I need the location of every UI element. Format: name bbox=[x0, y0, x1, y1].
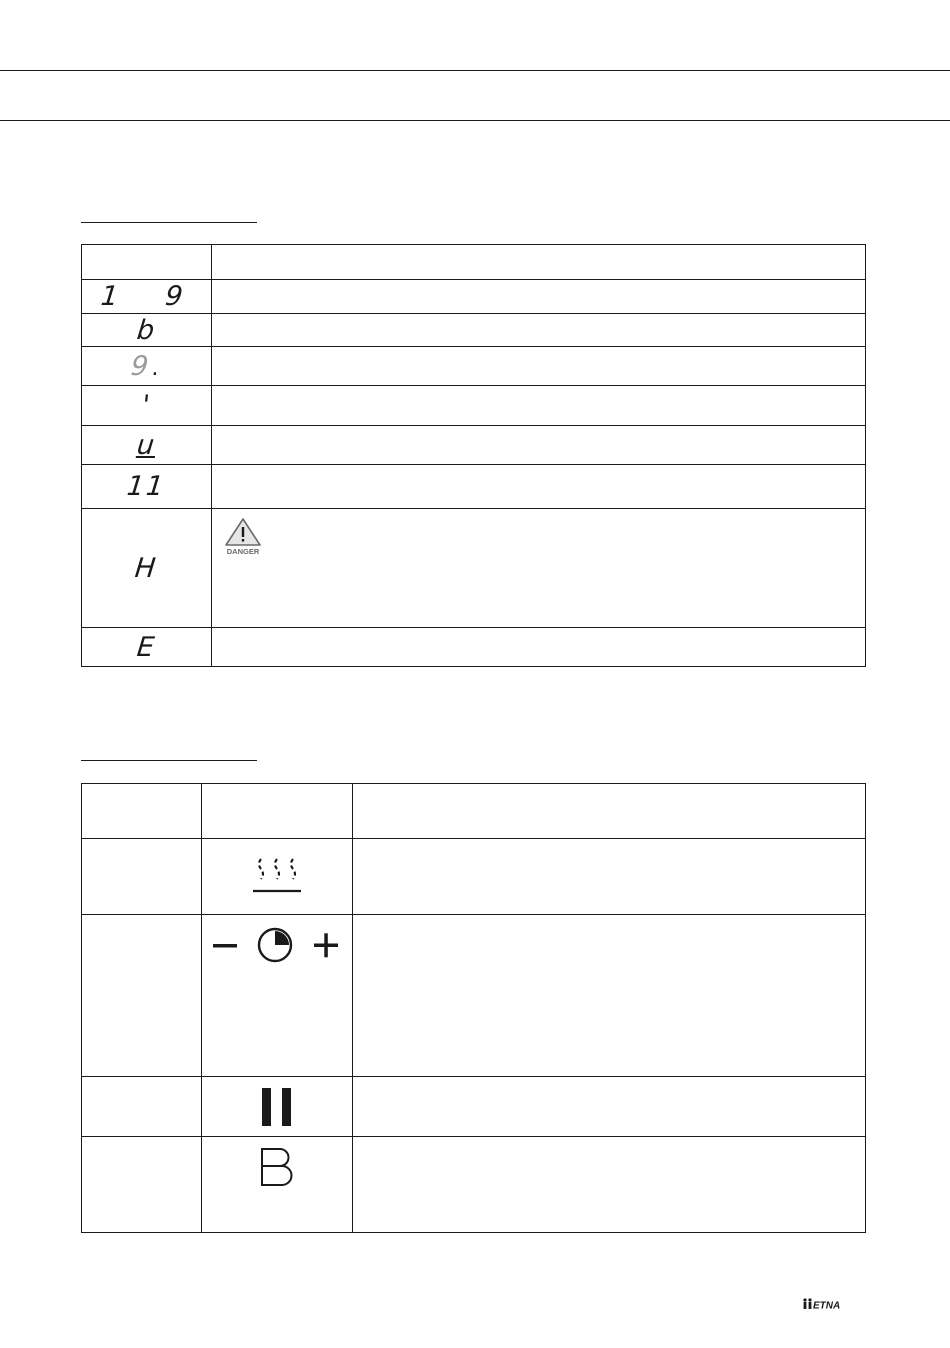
controls-table bbox=[81, 783, 866, 1233]
display-symbol-cell bbox=[82, 628, 211, 666]
control-icon-cell bbox=[202, 1137, 352, 1197]
header-rule-bottom bbox=[0, 120, 950, 121]
minus-icon bbox=[213, 944, 237, 948]
display-symbol-e: E bbox=[135, 631, 158, 663]
control-icon-cell bbox=[202, 1077, 352, 1136]
display-symbol-level-range: 1 9 bbox=[99, 281, 194, 312]
display-symbol-cell bbox=[82, 509, 211, 627]
display-symbol-grey-9: 9. bbox=[129, 350, 163, 382]
table-row bbox=[82, 838, 865, 915]
display-symbol-h: H bbox=[133, 552, 160, 584]
etna-logo-icon bbox=[802, 1296, 848, 1312]
display-indicator-table bbox=[81, 244, 866, 667]
table-row bbox=[82, 1136, 865, 1232]
brand-logo-text: ETNA bbox=[813, 1300, 841, 1312]
display-symbol-11: 11 bbox=[125, 471, 168, 502]
display-symbol-cell bbox=[82, 386, 211, 425]
table-row bbox=[82, 914, 865, 1077]
display-symbol-boost: b bbox=[135, 314, 158, 346]
clock-icon bbox=[259, 929, 291, 961]
section-heading-underline-controls bbox=[81, 760, 257, 761]
display-symbol-cell bbox=[82, 314, 211, 346]
display-symbol-apostrophe: ' bbox=[140, 390, 153, 421]
timer-minus-clock-plus-icon bbox=[209, 925, 345, 965]
display-symbol-cell bbox=[82, 426, 211, 464]
display-symbol-u: u bbox=[135, 429, 158, 461]
display-symbol-cell bbox=[82, 465, 211, 508]
section-heading-underline-display bbox=[81, 222, 257, 223]
display-symbol-dot: . bbox=[151, 355, 163, 381]
plus-icon bbox=[314, 933, 338, 957]
control-icon-cell bbox=[202, 915, 352, 975]
brand-logo bbox=[802, 1296, 848, 1312]
danger-triangle-icon bbox=[222, 517, 264, 557]
heat-waves-icon bbox=[249, 853, 305, 901]
danger-label: DANGER bbox=[226, 547, 260, 556]
danger-warning-icon bbox=[222, 517, 264, 557]
control-icon-cell bbox=[202, 839, 352, 914]
display-symbol-cell bbox=[82, 347, 211, 385]
table-row bbox=[82, 1076, 865, 1137]
boost-b-icon bbox=[258, 1147, 296, 1187]
header-rule-top bbox=[0, 70, 950, 71]
display-symbol-cell bbox=[82, 280, 211, 313]
pause-icon bbox=[260, 1086, 294, 1128]
